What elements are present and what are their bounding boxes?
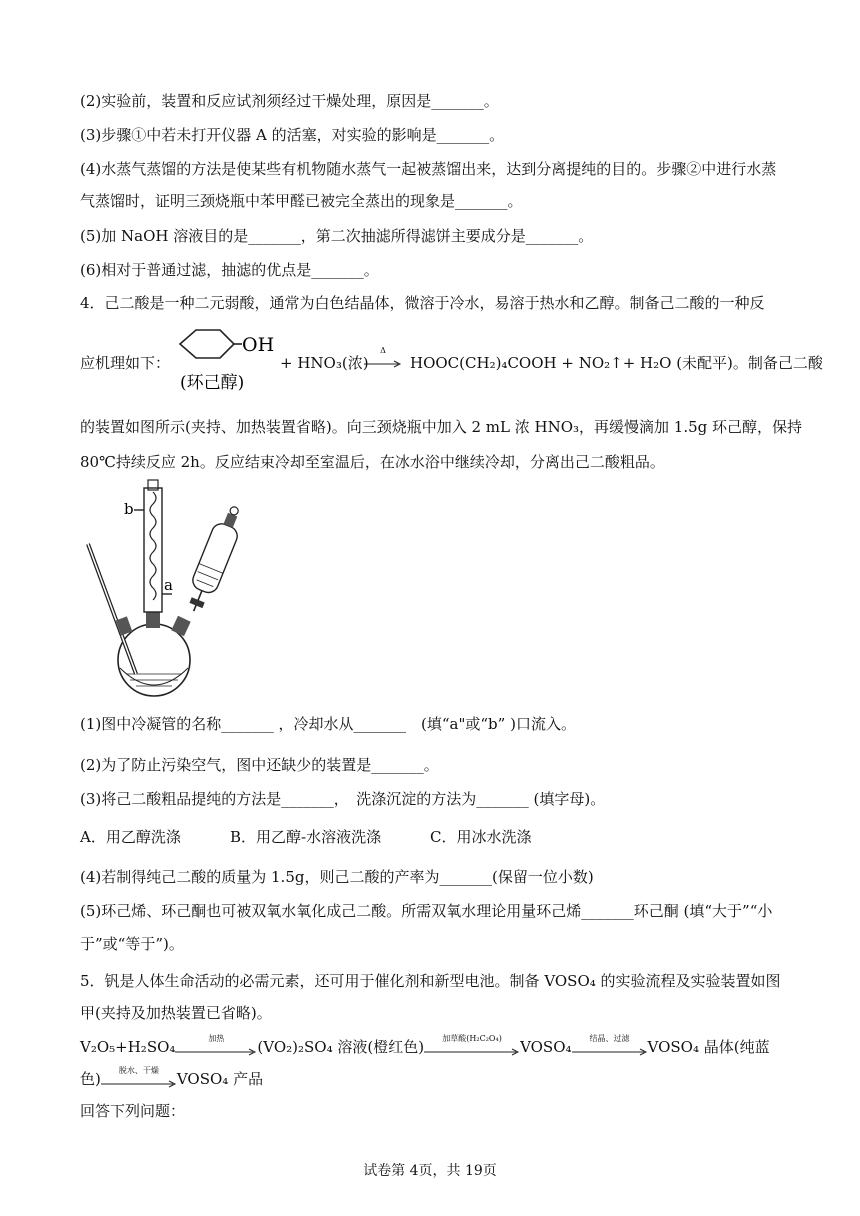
q4-option-b: B．用乙醇-水溶液洗涤 bbox=[230, 828, 382, 846]
q4-reagent: + HNO₃(浓) bbox=[280, 354, 369, 372]
flow-arrow-crystallize: 结晶、过滤 bbox=[572, 1038, 648, 1058]
q5-intro-line1: 5．钒是人体生命活动的必需元素，还可用于催化剂和新型电池。制备 VOSO₄ 的实验流程及实验装置如图 bbox=[80, 972, 781, 990]
flow-intermediate-3: VOSO₄ 晶体(纯蓝 bbox=[647, 1038, 770, 1056]
q4-setup-line1: 的装置如图所示(夹持、加热装置省略)。向三颈烧瓶中加入 2 mL 浓 HNO₃，再缓慢滴加 1.5g 环己醇，保持 bbox=[80, 418, 803, 436]
condenser-port-a-label: a bbox=[164, 576, 173, 594]
q3-part3: (3)步骤①中若未打开仪器 A 的活塞，对实验的影响是_______。 bbox=[80, 126, 505, 144]
q4-sub5-line2: 于”或“等于”)。 bbox=[80, 935, 184, 953]
q4-sub2: (2)为了防止污染空气，图中还缺少的装置是_______。 bbox=[80, 756, 439, 774]
q4-sub3: (3)将己二酸粗品提纯的方法是_______， 洗涤沉淀的方法为_______ (填字母)。 bbox=[80, 790, 606, 808]
q3-part2: (2)实验前，装置和反应试剂须经过干燥处理，原因是_______。 bbox=[80, 92, 499, 110]
q5-flow-line2 bbox=[80, 1068, 263, 1090]
flow-arrow-oxalic: 加草酸(H₂C₂O₄) bbox=[424, 1038, 520, 1058]
flow-arrow-heat: 加热 bbox=[175, 1038, 257, 1058]
q3-part4-line2: 气蒸馏时，证明三颈烧瓶中苯甲醛已被完全蒸出的现象是_______。 bbox=[80, 192, 523, 210]
flow-start: V₂O₅+H₂SO₄ bbox=[80, 1038, 176, 1056]
flow-intermediate-2: VOSO₄ bbox=[520, 1038, 572, 1056]
q4-sub5-line1: (5)环己烯、环己酮也可被双氧水氧化成己二酸。所需双氧水理论用量环己烯_______环己酮 (填“大于”“小 bbox=[80, 902, 773, 920]
q3-part5: (5)加 NaOH 溶液目的是_______，第二次抽滤所得滤饼主要成分是_______。 bbox=[80, 227, 594, 245]
flow-line2-start: 色) bbox=[80, 1070, 101, 1088]
q5-intro-line2: 甲(夹持及加热装置已省略)。 bbox=[80, 1004, 272, 1022]
q3-part4-line1: (4)水蒸气蒸馏的方法是使某些有机物随水蒸气一起被蒸馏出来，达到分离提纯的目的。步骤②中进行水蒸 bbox=[80, 160, 777, 178]
q4-sub4: (4)若制得纯己二酸的质量为 1.5g，则己二酸的产率为_______(保留一位小数) bbox=[80, 868, 594, 886]
cyclohexanol-structure bbox=[172, 322, 282, 406]
mol-name-label: (环己醇) bbox=[180, 373, 245, 393]
flow-intermediate-1: (VO₂)₂SO₄ 溶液(橙红色) bbox=[257, 1038, 425, 1056]
flow-product: VOSO₄ 产品 bbox=[176, 1070, 264, 1088]
flow-arrow-dehydrate: 脱水、干燥 bbox=[101, 1070, 177, 1090]
mol-oh-label: OH bbox=[242, 334, 275, 356]
q4-mechanism-prefix: 应机理如下： bbox=[80, 354, 171, 372]
q4-intro: 4．己二酸是一种二元弱酸，通常为白色结晶体，微溶于冷水，易溶于热水和乙醇。制备己二酸的一种反 bbox=[80, 294, 765, 312]
page-footer: 试卷第 4页，共 19页 bbox=[363, 1163, 497, 1179]
q4-sub1: (1)图中冷凝管的名称_______ ，冷却水从_______ (填“a"或“b” )口流入。 bbox=[80, 715, 576, 733]
q3-part6: (6)相对于普通过滤，抽滤的优点是_______。 bbox=[80, 261, 379, 279]
q4-reaction-arrow: Δ bbox=[364, 348, 404, 370]
q4-product: HOOC(CH₂)₄COOH + NO₂↑+ H₂O (未配平)。制备己二酸 bbox=[410, 354, 823, 372]
apparatus-diagram bbox=[80, 478, 270, 704]
condenser-port-b-label: b bbox=[124, 500, 134, 518]
q4-setup-line2: 80℃持续反应 2h。反应结束冷却至室温后，在冰水浴中继续冷却，分离出己二酸粗品。 bbox=[80, 453, 665, 471]
q4-option-c: C．用冰水洗涤 bbox=[430, 828, 532, 846]
q5-answer-prompt: 回答下列问题： bbox=[80, 1102, 186, 1120]
q5-flow-line1 bbox=[80, 1036, 770, 1058]
q4-option-a: A．用乙醇洗涤 bbox=[80, 828, 181, 846]
